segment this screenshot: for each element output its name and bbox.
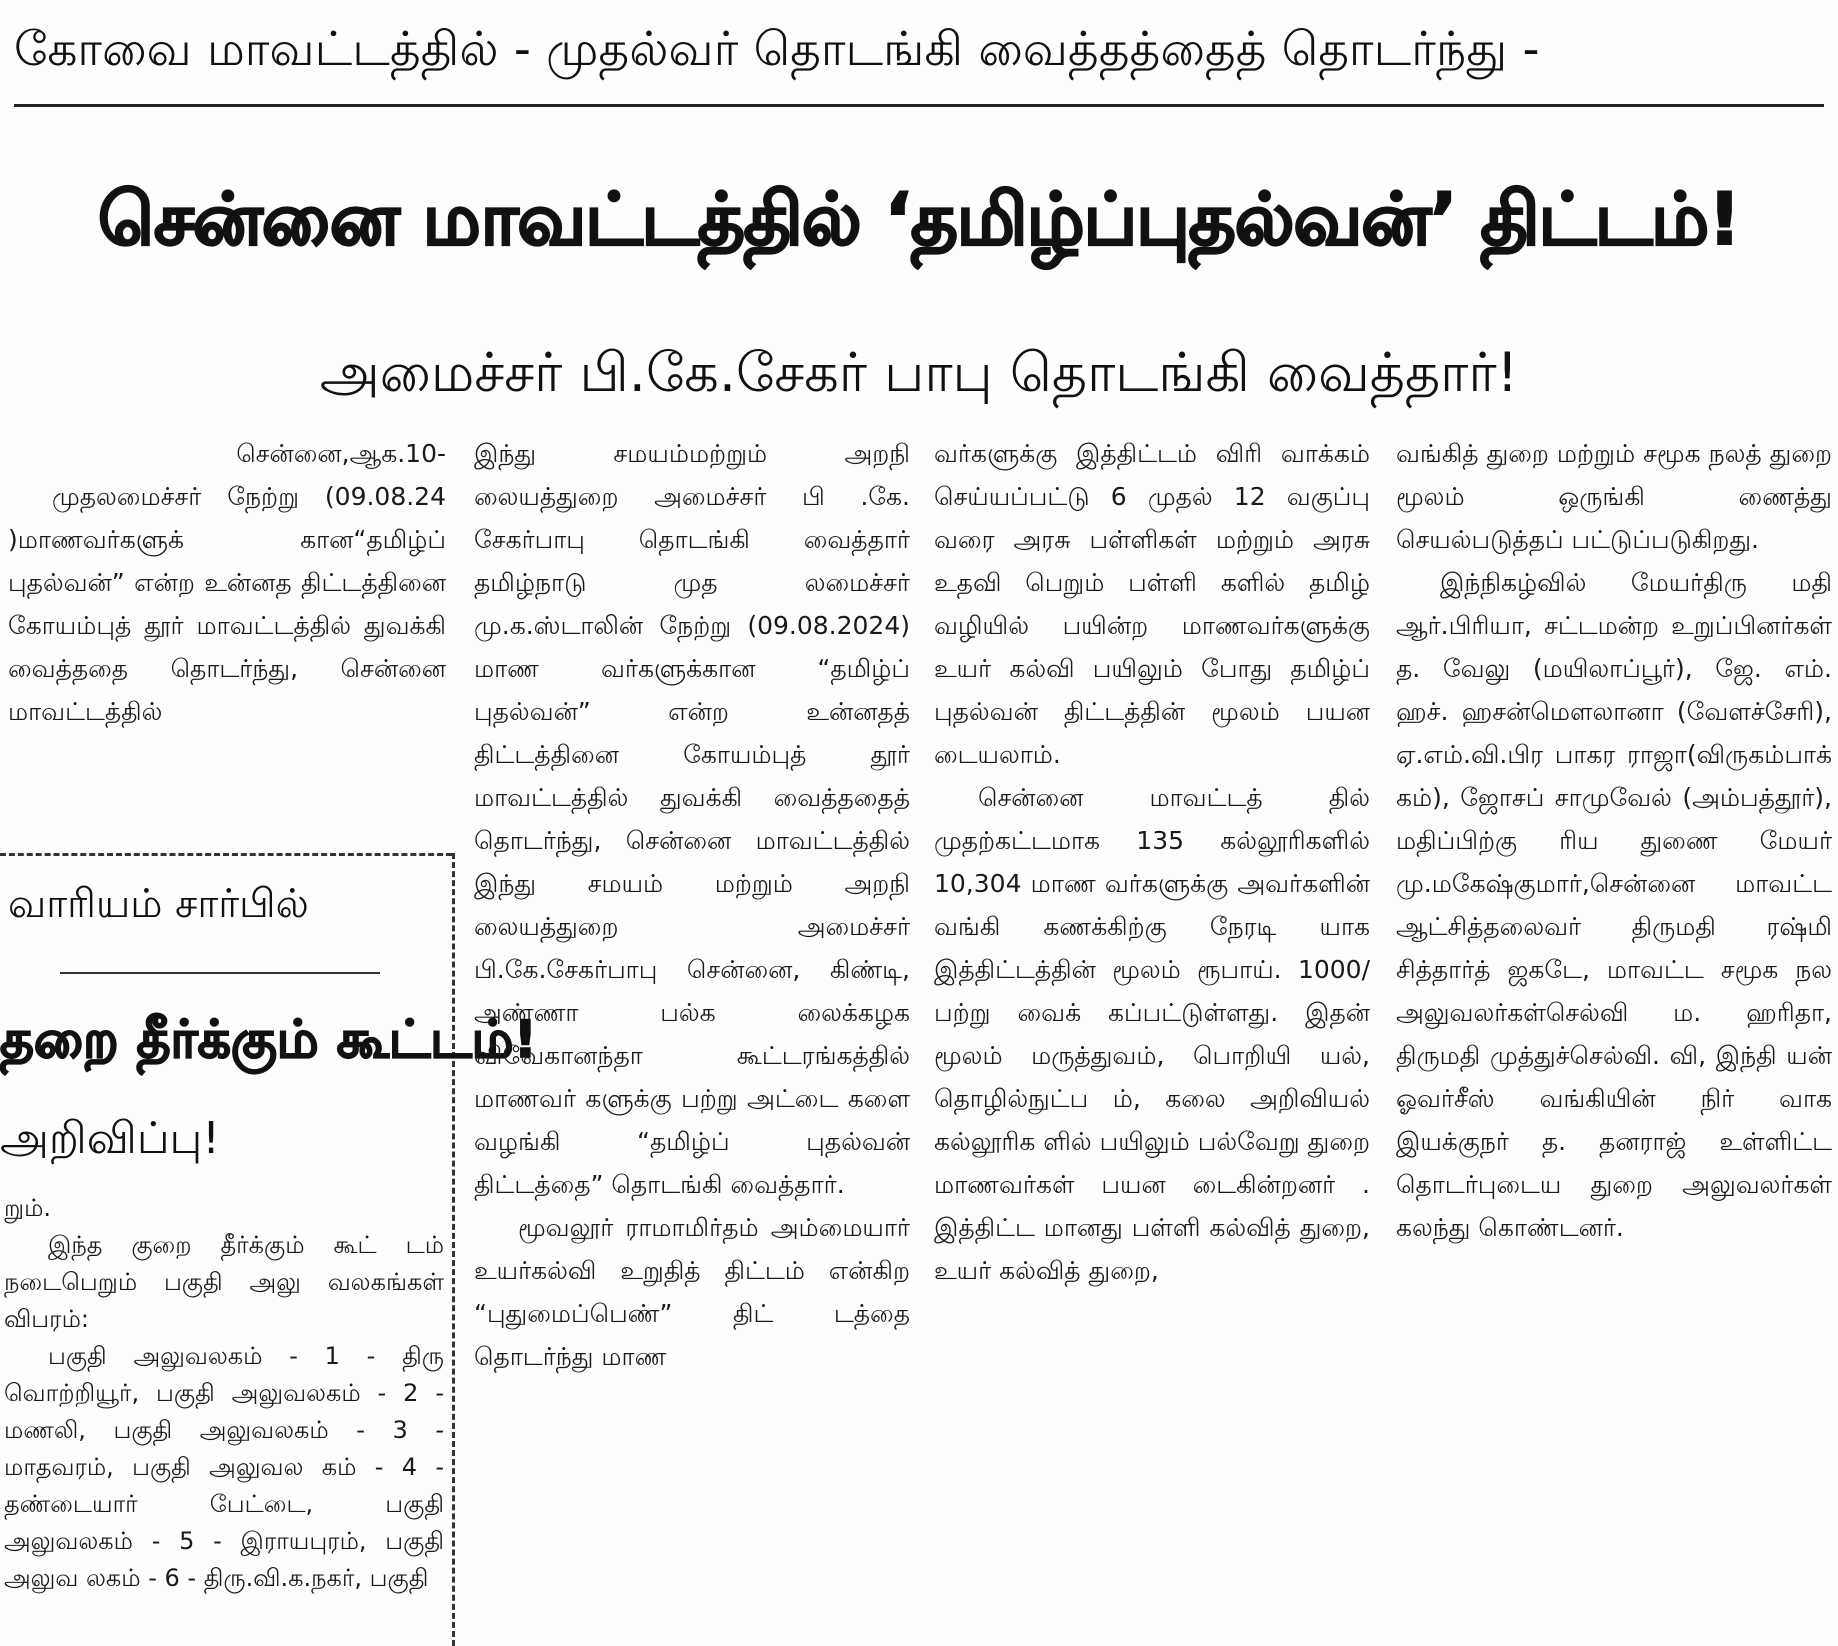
article-column-3 — [934, 432, 1370, 1646]
box-kicker: வாரியம் சார்பில் — [8, 881, 309, 927]
article-paragraph: இந்து சமயம்மற்றும் அறநி லையத்துறை அமைச்சர் பி .கே. சேகர்பாபு தொடங்கி வைத்தார் தமிழ்நாடு முத லமைச்சர் மு.க.ஸ்டாலின் நேற்று (09.08.2024) மாண வர்களுக்கான “தமிழ்ப் புதல்வன்” என்ற உன்னதத் திட்டத்தினை கோயம்புத் தூர் மாவட்டத்தில் துவக்கி வைத்ததைத் தொடர்ந்து, சென்னை மாவட்டத்தில் இந்து சமயம் மற்றும் அறநி லையத்துறை அமைச்சர் பி.கே.சேகர்பாபு சென்னை, கிண்டி, அண்ணா பல்க லைக்கழக விவேகானந்தா கூட்டரங்கத்தில் மாணவர் களுக்கு பற்று அட்டை களை வழங்கி “தமிழ்ப் புதல்வன் திட்டத்தை” தொடங்கி வைத்தார். — [474, 439, 910, 1199]
box-paragraph: றும். — [4, 1194, 52, 1222]
box-paragraph: பகுதி அலுவலகம் - 1 - திரு வொற்றியூர், பகுதி அலுவலகம் - 2 - மணலி, பகுதி அலுவலகம் - 3 - மாதவரம், பகுதி அலுவல கம் - 4 - தண்டையார் பேட்டை, பகுதி அலுவலகம் - 5 - இராயபுரம், பகுதி அலுவ லகம் - 6 - திரு.வி.க.நகர், பகுதி — [4, 1342, 444, 1592]
article-paragraph: வர்களுக்கு இத்திட்டம் விரி வாக்கம் செய்யப்பட்டு 6 முதல் 12 வகுப்பு வரை அரசு பள்ளிகள் மற்றும் அரசு உதவி பெறும் பள்ளி களில் தமிழ் வழியில் பயின்ற மாணவர்களுக்கு உயர் கல்வி பயிலும் போது தமிழ்ப் புதல்வன் திட்டத்தின் மூலம் பயன டையலாம். — [934, 439, 1370, 769]
box-rule — [60, 972, 380, 974]
kicker-rule — [14, 104, 1824, 107]
box-subheadline: அறிவிப்பு! — [0, 1113, 220, 1164]
article-paragraph: மூவலூர் ராமாமிர்தம் அம்மையார் உயர்கல்வி உறுதித் திட்டம் என்கிற “புதுமைப்பெண்” திட் டத்தை தொடர்ந்து மாண — [474, 1213, 910, 1371]
box-border-right — [452, 853, 455, 1646]
article-column-1 — [8, 432, 446, 842]
article-paragraph: சென்னை மாவட்டத் தில் முதற்கட்டமாக 135 கல்லூரிகளில் 10,304 மாண வர்களுக்கு அவர்களின் வங்கி கணக்கிற்கு நேரடி யாக இத்திட்டத்தின் மூலம் ரூபாய். 1000/ பற்று வைக் கப்பட்டுள்ளது. இதன் மூலம் மருத்துவம், பொறியி யல், தொழில்நுட்ப ம், கலை அறிவியல் கல்லூரிக ளில் பயிலும் பல்வேறு துறை மாணவர்கள் பயன டைகின்றனர் . இத்திட்ட மானது பள்ளி கல்வித் துறை, உயர் கல்வித் துறை, — [934, 783, 1370, 1285]
main-headline: சென்னை மாவட்டத்தில் ‘தமிழ்ப்புதல்வன்’ திட்டம்! — [98, 177, 1740, 261]
box-border-top — [0, 853, 452, 856]
box-body — [4, 1190, 444, 1646]
article-column-2 — [474, 432, 910, 1646]
article-paragraph: முதலமைச்சர் நேற்று (09.08.24 )மாணவர்களுக் கான“தமிழ்ப் புதல்வன்” என்ற உன்னத திட்டத்தினை கோயம்புத் தூர் மாவட்டத்தில் துவக்கி வைத்ததை தொடர்ந்து, சென்னை மாவட்டத்தில் — [8, 482, 446, 726]
article-column-4 — [1396, 432, 1832, 1646]
kicker-line: கோவை மாவட்டத்தில் - முதல்வர் தொடங்கி வைத்தத்தைத் தொடர்ந்து - — [14, 22, 1540, 77]
sub-headline: அமைச்சர் பி.கே.சேகர் பாபு தொடங்கி வைத்தார்! — [319, 341, 1519, 404]
box-paragraph: இந்த குறை தீர்க்கும் கூட் டம் நடைபெறும் பகுதி அலு வலகங்கள் விபரம்: — [4, 1231, 444, 1333]
article-paragraph: வங்கித் துறை மற்றும் சமூக நலத் துறை மூலம் ஒருங்கி ணைத்து செயல்படுத்தப் பட்டுப்படுகிறது. — [1396, 439, 1832, 554]
article-dateline: சென்னை,ஆக.10- — [236, 439, 446, 468]
box-headline: தறை தீர்க்கும் கூட்டம்! — [0, 1010, 538, 1070]
article-paragraph: இந்நிகழ்வில் மேயர்திரு மதி ஆர்.பிரியா, சட்டமன்ற உறுப்பினர்கள் த. வேலு (மயிலாப்பூர்), ஜே. எம். ஹச். ஹசன்மௌலானா (வேளச்சேரி), ஏ.எம்.வி.பிர பாகர ராஜா(விருகம்பாக் கம்), ஜோசப் சாமுவேல் (அம்பத்தூர்), மதிப்பிற்கு ரிய துணை மேயர் மு.மகேஷ்குமார்,சென்னை மாவட்ட ஆட்சித்தலைவர் திருமதி ரஷ்மி சித்தார்த் ஜகடே, மாவட்ட சமூக நல அலுவலர்கள்செல்வி ம. ஹரிதா, திருமதி முத்துச்செல்வி. வி, இந்தி யன் ஓவர்சீஸ் வங்கியின் நிர் வாக இயக்குநர் த. தனராஜ் உள்ளிட்ட தொடர்புடைய துறை அலுவலர்கள் கலந்து கொண்டனர். — [1396, 568, 1832, 1242]
